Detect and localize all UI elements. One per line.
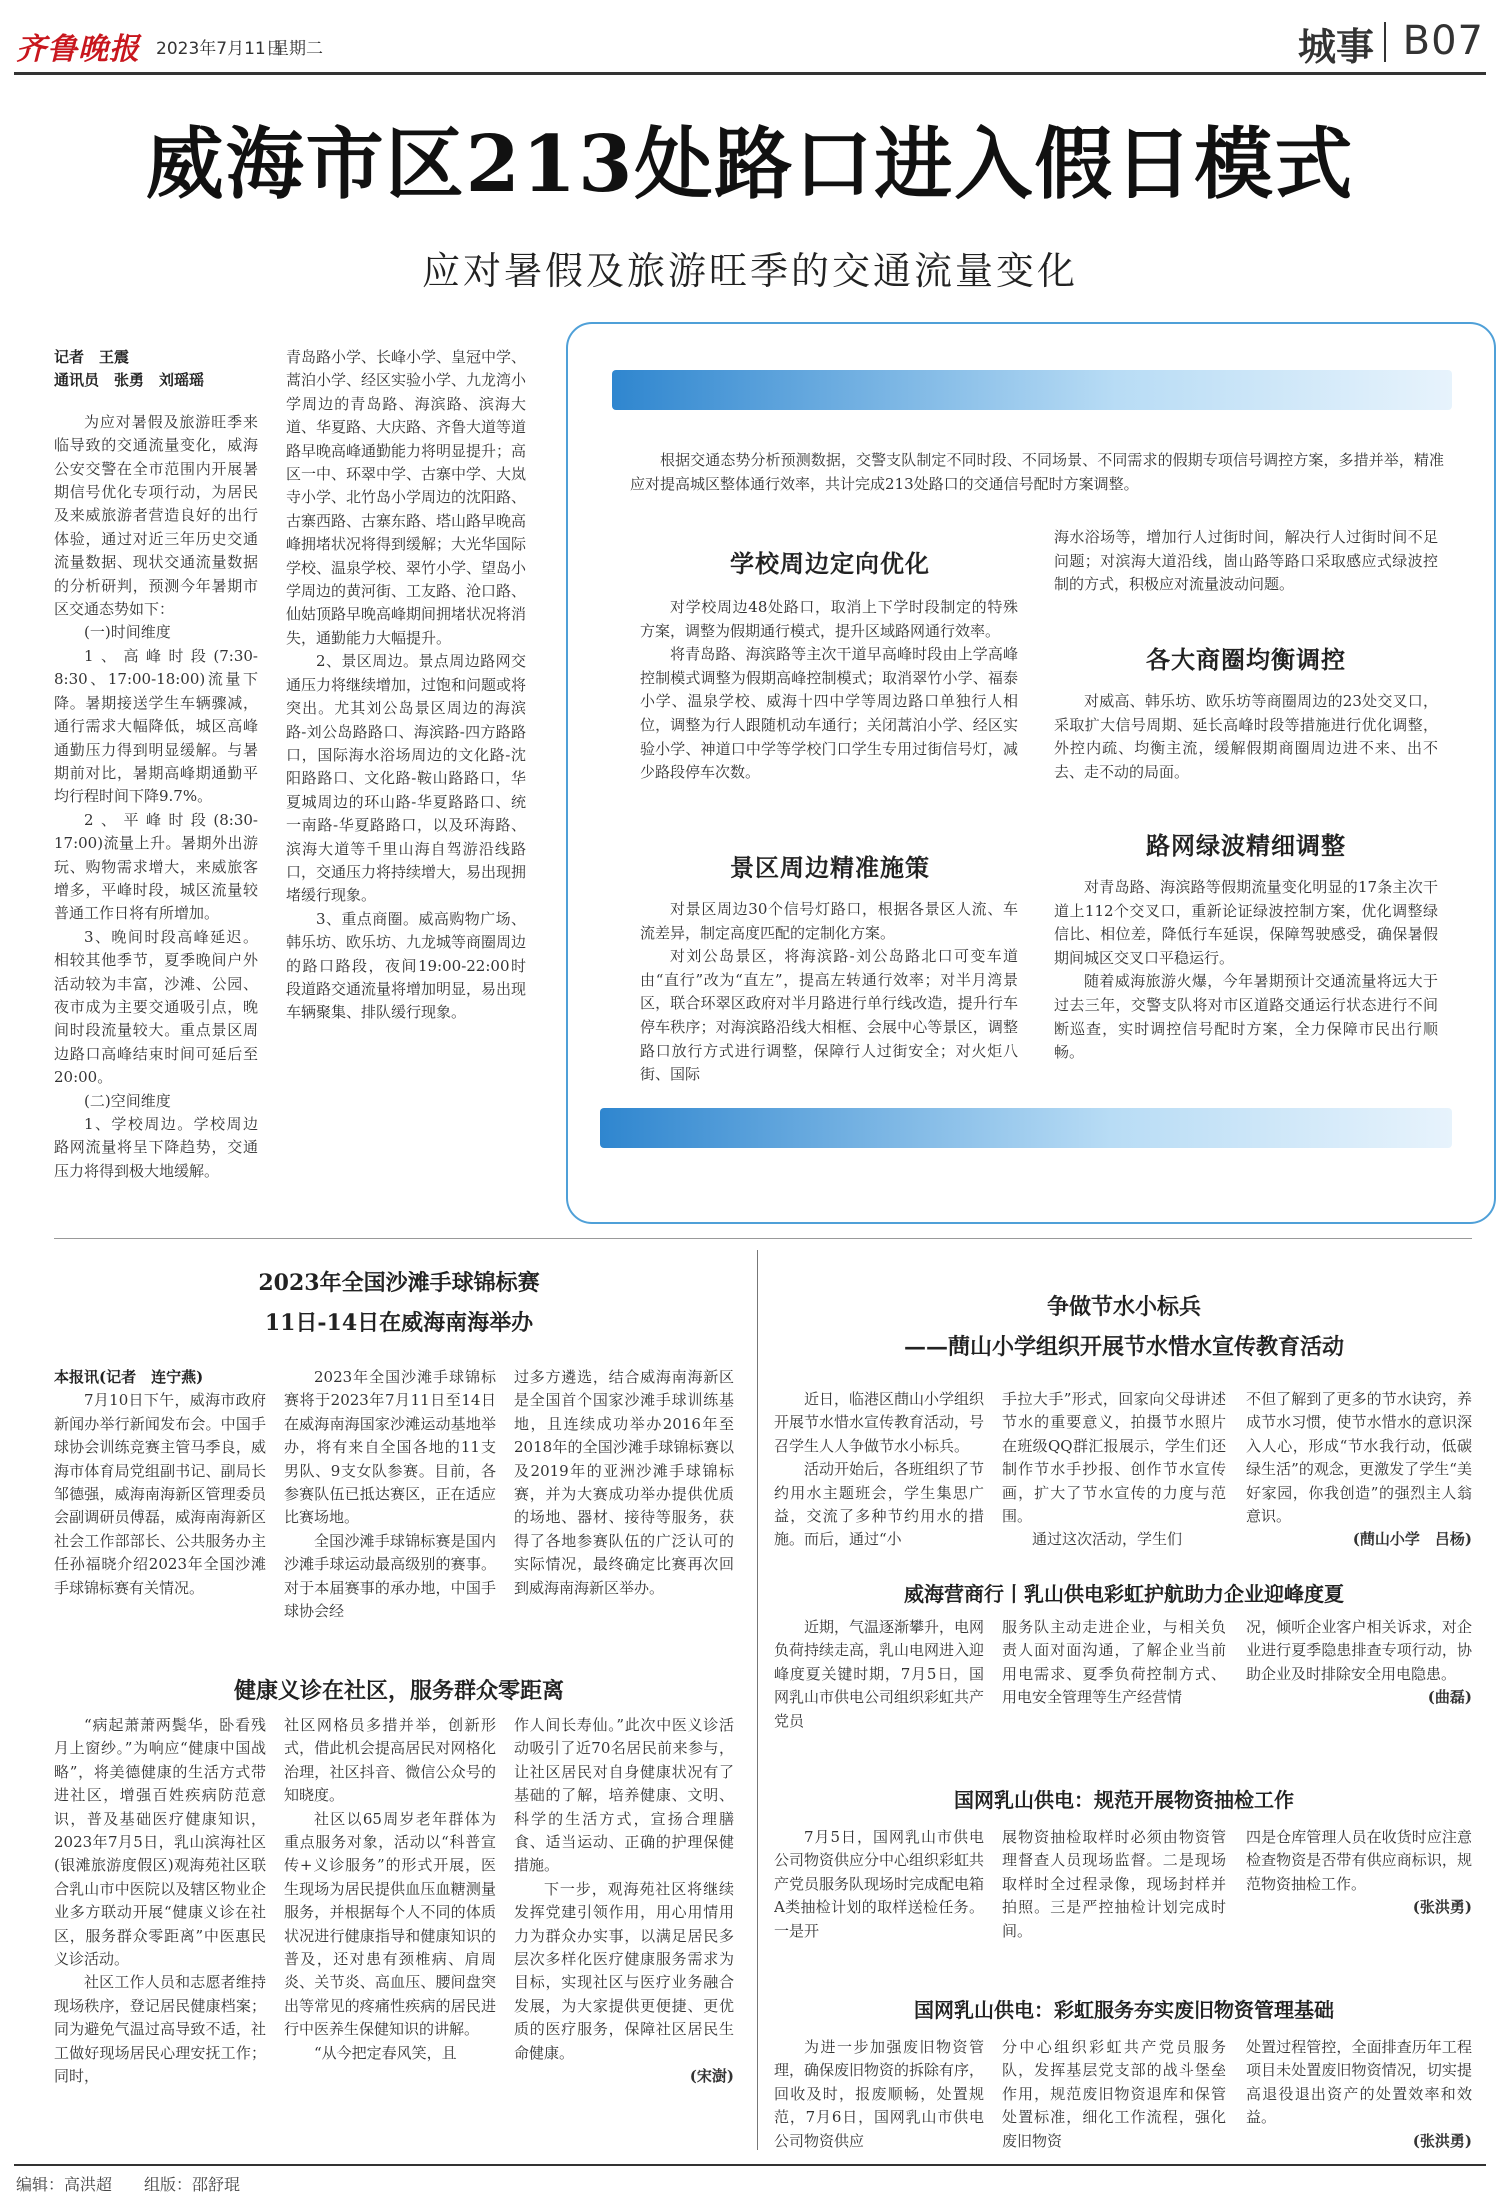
beach-paragraph: 过多方遴选，结合威海南海新区是全国首个国家沙滩手球训练基地，且连续成功举办2016年至2018年的全国沙滩手球锦标赛以及2019年的亚洲沙滩手球锦标赛，并为大赛成功举办提供优质的场地、器材、接待等服务，获得了各地参赛队伍的广泛认可的实际情况，最终确定比赛再次回到威海南海新区举办。 xyxy=(514,1368,734,1597)
power3-column-1 xyxy=(774,2036,984,2158)
power-article-1-title: 威海营商行丨乳山供电彩虹护航助力企业迎峰度夏 xyxy=(904,1582,1344,1606)
beach-handball-title-2: 11日-14日在威海南海举办 xyxy=(264,1310,534,1336)
issue-weekday: 星期二 xyxy=(272,39,323,59)
clinic-paragraph: 作人间长寿仙。”此次中医义诊活动吸引了近70名居民前来参与，让社区居民对自身健康状况有了基础的了解，培养健康、文明、科学的生活方式，宣扬合理膳食、适当运动、正确的护理保健措施。 xyxy=(514,1716,734,1875)
clinic-paragraph: “从今把定春风笑，且 xyxy=(314,2043,457,2062)
water-column-1 xyxy=(774,1388,984,1574)
power-paragraph: 况，倾听企业客户相关诉求，对企业进行夏季隐患排查专项行动，协助企业及时排除安全用电隐患。 xyxy=(1246,1618,1472,1683)
school-zone-text xyxy=(640,596,1018,836)
lead-paragraph: (一)时间维度 xyxy=(84,623,171,642)
section-name: 城事 xyxy=(1297,24,1374,69)
beach-column-3 xyxy=(514,1366,734,1662)
clinic-column-2 xyxy=(284,1714,496,2160)
clinic-paragraph: 下一步，观海苑社区将继续发挥党建引领作用，用心用情用力为群众办实事，以满足居民多层次多样化医疗健康服务需求为目标，实现社区与医疗业务融合发展，为大家提供更便捷、更优质的医疗服务，保障社区居民生命健康。 xyxy=(514,1879,734,2062)
power3-author: (张洪勇) xyxy=(1412,2131,1472,2150)
clinic-author: (宋澍) xyxy=(689,2067,734,2086)
box-paragraph: 对刘公岛景区，将海滨路-刘公岛路北口可变车道由“直行”改为“直左”，提高左转通行效率；对半月湾景区，联合环翠区政府对半月路进行单行线改造，提升行车停车秩序；对海滨路沿线大相框、会展中心等景区，调整路口放行方式进行调整，保障行人过街安全；对火炬八街、国际 xyxy=(640,947,1018,1084)
power2-column-3 xyxy=(1246,1826,1472,1970)
newspaper-logo: 齐鲁晚报 xyxy=(16,32,140,67)
power-paragraph: 为进一步加强废旧物资管理，确保废旧物资的拆除有序，回收及时，报废顺畅，处置规范，7月6日，国网乳山市供电公司物资供应 xyxy=(774,2038,984,2150)
page-footer xyxy=(14,2164,1486,2196)
lead-paragraph: 2、平峰时段(8:30-17:00)流量上升。暑期外出游玩、购物需求增大，来威旅客增多，平峰时段，城区流量较普通工作日将有所增加。 xyxy=(54,810,258,923)
power1-author: (曲磊) xyxy=(1427,1688,1472,1707)
box-paragraph: 海水浴场等，增加行人过街时间，解决行人过街时间不足问题；对滨海大道沿线，崮山路等路口采取感应式绿波控制的方式，积极应对流量波动问题。 xyxy=(1054,528,1438,594)
water-paragraph: 不但了解到了更多的节水诀窍，养成节水习惯，使节水惜水的意识深入人心，形成“节水我行动，低碳绿生活”的观念，更激发了学生“美好家园，你我创造”的强烈主人翁意识。 xyxy=(1246,1390,1472,1526)
lead-column-1 xyxy=(54,346,258,1216)
green-wave-text xyxy=(1054,876,1438,1098)
business-district-text xyxy=(1054,690,1438,808)
beach-column-2 xyxy=(284,1366,496,1662)
power-paragraph: 处置过程管控，全面排查历年工程项目未处置废旧物资情况，切实提高退役退出资产的处置效率和效益。 xyxy=(1246,2038,1472,2127)
power-paragraph: 分中心组织彩虹共产党员服务队，发挥基层党支部的战斗堡垒作用，规范废旧物资退库和保管处置标准，细化工作流程，强化废旧物资 xyxy=(1002,2038,1226,2150)
lead-paragraph: 1、学校周边。学校周边路网流量将呈下降趋势，交通压力将得到极大地缓解。 xyxy=(54,1115,258,1180)
heading-scenic-zone: 景区周边精准施策 xyxy=(730,853,930,882)
clinic-paragraph: 社区以65周岁老年群体为重点服务对象，活动以“科普宣传+义诊服务”的形式开展，医生现场为居民提供血压血糖测量服务，并根据每个人不同的体质状况进行健康指导和健康知识的普及，还对患有颈椎病、肩周炎、关节炎、高血压、腰间盘突出等常见的疼痛性疾病的居民进行中医养生保健知识的讲解。 xyxy=(284,1809,496,2039)
water-author: (蔄山小学 吕杨) xyxy=(1352,1530,1472,1549)
water-title: 争做节水小标兵 xyxy=(1046,1294,1201,1320)
clinic-column-3 xyxy=(514,1714,734,2160)
main-subheadline: 应对暑假及旅游旺季的交通流量变化 xyxy=(421,249,1078,293)
power-article-3-title: 国网乳山供电：彩虹服务夯实废旧物资管理基础 xyxy=(914,1998,1334,2022)
scenic-zone-continued xyxy=(1054,526,1438,620)
water-paragraph: 通过这次活动，学生们 xyxy=(1032,1530,1183,1549)
heading-business-district: 各大商圈均衡调控 xyxy=(1146,645,1346,674)
lead-paragraph: 1、高峰时段(7:30-8:30、17:00-18:00)流量下降。暑期接送学生车辆骤减，通行需求大幅降低，城区高峰通勤压力得到明显缓解。与暑期前对比，暑期高峰期通勤平均行程时间下降9.7%。 xyxy=(54,646,258,806)
power-paragraph: 近期，气温逐渐攀升，电网负荷持续走高，乳山电网进入迎峰度夏关键时期，7月5日，国网乳山市供电公司组织彩虹共产党员 xyxy=(774,1618,984,1730)
reporter-byline: 记者 王震 xyxy=(54,348,130,366)
water-subtitle: ——蔄山小学组织开展节水惜水宣传教育活动 xyxy=(903,1334,1344,1360)
power-article-2-title: 国网乳山供电：规范开展物资抽检工作 xyxy=(954,1788,1294,1812)
editor-credit: 编辑：高洪超 xyxy=(16,2175,113,2194)
clinic-paragraph: 社区工作人员和志愿者维持现场秩序，登记居民健康档案；同为避免气温过高导致不适，社工做好现场居民心理安抚工作；同时， xyxy=(54,1973,266,2086)
water-column-2 xyxy=(1002,1388,1226,1574)
box-paragraph: 对青岛路、海滨路等假期流量变化明显的17条主次干道上112个交叉口，重新论证绿波控制方案，优化调整绿信比、相位差，降低行车延误，保障驾驶感受，确保暑假期间城区交叉口平稳运行。 xyxy=(1054,878,1438,967)
power-paragraph: 展物资抽检取样时必须由物资管理督查人员现场监督。二是现场取样时全过程录像，现场封样并拍照。三是严控抽检计划完成时间。 xyxy=(1002,1828,1226,1940)
water-paragraph: 近日，临港区蔄山小学组织开展节水惜水宣传教育活动，号召学生人人争做节水小标兵。 xyxy=(774,1390,984,1455)
box-top-bar xyxy=(612,370,1452,410)
layout-credit: 组版：邵舒琨 xyxy=(144,2175,241,2194)
scenic-zone-text xyxy=(640,898,1018,1096)
issue-date: 2023年7月11日 xyxy=(156,39,283,59)
beach-paragraph: 7月10日下午，威海市政府新闻办举行新闻发布会。中国手球协会训练竞赛主管马季良，威海市体育局党组副书记、副局长邹德强，威海南海新区管理委员会副调研员傅磊，威海南海新区社会工作部部长、公共服务办主任孙福晓介绍2023年全国沙滩手球锦标赛有关情况。 xyxy=(54,1391,266,1597)
power-paragraph: 7月5日，国网乳山市供电公司物资供应分中心组织彩虹共产党员服务队现场时完成配电箱A类抽检计划的取样送检任务。一是开 xyxy=(774,1828,984,1940)
power3-column-2 xyxy=(1002,2036,1226,2158)
box-bottom-bar xyxy=(600,1108,1452,1148)
lead-column-2 xyxy=(286,346,526,1216)
power2-column-1 xyxy=(774,1826,984,1970)
beach-paragraph: 全国沙滩手球锦标赛是国内沙滩手球运动最高级别的赛事。对于本届赛事的承办地，中国手球协会经 xyxy=(284,1531,496,1621)
page-number: B07 xyxy=(1402,18,1484,64)
beach-handball-title: 2023年全国沙滩手球锦标赛 xyxy=(258,1270,540,1296)
lead-paragraph: 3、重点商圈。威高购物广场、韩乐坊、欧乐坊、九龙城等商圈周边的路口路段，夜间19:00-22:00时段道路交通流量将增加明显，易出现车辆聚集、排队缓行现象。 xyxy=(286,909,526,1022)
column-divider xyxy=(757,1250,758,2150)
box-paragraph: 随着威海旅游火爆，今年暑期预计交通流量将远大于过去三年，交警支队将对市区道路交通运行状态进行不间断巡查，实时调控信号配时方案，全力保障市民出行顺畅。 xyxy=(1054,972,1438,1062)
box-intro: 根据交通态势分析预测数据，交警支队制定不同时段、不同场景、不同需求的假期专项信号调控方案，多措并举，精准应对提高城区整体通行效率，共计完成213处路口的交通信号配时方案调整。 xyxy=(630,451,1444,493)
section-divider xyxy=(54,1238,1472,1239)
clinic-paragraph: 社区网格员多措并举，创新形式，借此机会提高居民对网格化治理，社区抖音、微信公众号的知晓度。 xyxy=(284,1716,496,1805)
beach-paragraph: 2023年全国沙滩手球锦标赛将于2023年7月11日至14日在威海南海国家沙滩运动基地举办，将有来自全国各地的11支男队、9支女队参赛。目前，各参赛队伍已抵达赛区，正在适应比赛场地。 xyxy=(284,1368,496,1527)
lead-paragraph: 2、景区周边。景点周边路网交通压力将继续增加，过饱和问题或将突出。尤其刘公岛景区周边的海滨路-刘公岛路路口、海滨路-四方路路口，国际海水浴场周边的文化路-沈阳路路口、文化路-鞍山路路口，华夏城周边的环山路-华夏路路口、统一南路-华夏路路口，以及环海路、滨海大道等千里山海自驾游沿线路口，交通压力将持续增大，易出现拥堵缓行现象。 xyxy=(286,652,526,905)
beach-column-1 xyxy=(54,1366,266,1662)
power1-column-2 xyxy=(1002,1616,1226,1760)
box-paragraph: 将青岛路、海滨路等主次干道早高峰时段由上学高峰控制模式调整为假期高峰控制模式；取消翠竹小学、福泰小学、温泉学校、威海十四中学等周边路口单独行人相位，调整为行人跟随机动车通行；关闭蒿泊小学、经区实验小学、神道口中学等学校门口学生专用过街信号灯，减少路段停车次数。 xyxy=(640,645,1018,782)
clinic-paragraph: “病起萧萧两鬓华，卧看残月上窗纱。”为响应“健康中国战略”，将美德健康的生活方式带进社区，增强百姓疾病防范意识，普及基础医疗健康知识，2023年7月5日，乳山滨海社区(银滩旅游度假区)观海苑社区联合乳山市中医院以及辖区物业企业多方联动开展“健康义诊在社区，服务群众零距离”中医惠民义诊活动。 xyxy=(54,1716,266,1969)
water-paragraph: 手拉大手”形式，回家向父母讲述节水的重要意义，拍摄节水照片在班级QQ群汇报展示，学生们还制作节水手抄报、创作节水宣传画，扩大了节水宣传的力度与范围。 xyxy=(1002,1390,1226,1526)
water-paragraph: 活动开始后，各班组织了节约用水主题班会，学生集思广益，交流了多种节约用水的措施。而后，通过“小 xyxy=(774,1460,984,1549)
main-headline: 威海市区213处路口进入假日模式 xyxy=(145,119,1355,210)
water-column-3 xyxy=(1246,1388,1472,1574)
box-paragraph: 对威高、韩乐坊、欧乐坊等商圈周边的23处交叉口，采取扩大信号周期、延长高峰时段等措施进行优化调整，外控内疏、均衡主流，缓解假期商圈周边进不来、出不去、走不动的局面。 xyxy=(1054,692,1438,781)
power2-author: (张洪勇) xyxy=(1412,1898,1472,1917)
power3-column-3 xyxy=(1246,2036,1472,2158)
power2-column-2 xyxy=(1002,1826,1226,1970)
correspondent-byline: 通讯员 张勇 刘瑶瑶 xyxy=(54,371,205,390)
box-paragraph: 对景区周边30个信号灯路口，根据各景区人流、车流差异，制定高度匹配的定制化方案。 xyxy=(640,900,1018,942)
power-paragraph: 服务队主动走进企业，与相关负责人面对面沟通，了解企业当前用电需求、夏季负荷控制方式、用电安全管理等生产经营情 xyxy=(1002,1618,1226,1707)
clinic-column-1 xyxy=(54,1714,266,2160)
heading-school-zone: 学校周边定向优化 xyxy=(730,549,930,578)
clinic-title: 健康义诊在社区，服务群众零距离 xyxy=(233,1678,564,1704)
lead-paragraph: 3、晚间时段高峰延迟。相较其他季节，夏季晚间户外活动较为丰富，沙滩、公园、夜市成为主要交通吸引点，晚间时段流量较大。重点景区周边路口高峰结束时间可延后至20:00。 xyxy=(54,927,258,1087)
lead-paragraph: 青岛路小学、长峰小学、皇冠中学、蒿泊小学、经区实验小学、九龙湾小学周边的青岛路、海滨路、滨海大道、华夏路、大庆路、齐鲁大道等道路早晚高峰通勤能力将明显提升；高区一中、环翠中学、古寨中学、大岚寺小学、北竹岛小学周边的沈阳路、古寨西路、古寨东路、塔山路早晚高峰拥堵状况将得到缓解；大光华国际学校、温泉学校、翠竹小学、望岛小学周边的黄河街、工友路、沧口路、仙姑顶路早晚高峰期间拥堵状况将消失，通勤能力大幅提升。 xyxy=(286,348,526,647)
masthead xyxy=(14,10,1486,75)
lead-paragraph: 为应对暑假及旅游旺季来临导致的交通流量变化，威海公安交警在全市范围内开展暑期信号优化专项行动，为居民及来威旅游者营造良好的出行体验，通过对近三年历史交通流量数据、现状交通流量数据的分析研判，预测今年暑期市区交通态势如下： xyxy=(54,412,258,619)
box-paragraph: 对学校周边48处路口，取消上下学时段制定的特殊方案，调整为假期通行模式，提升区域路网通行效率。 xyxy=(640,598,1018,640)
power-paragraph: 四是仓库管理人员在收货时应注意检查物资是否带有供应商标识，规范物资抽检工作。 xyxy=(1246,1828,1472,1893)
heading-green-wave: 路网绿波精细调整 xyxy=(1146,831,1346,860)
masthead-divider xyxy=(1384,22,1386,62)
power1-column-1 xyxy=(774,1616,984,1760)
power1-column-3 xyxy=(1246,1616,1472,1760)
beach-byline: 本报讯(记者 连宁燕) xyxy=(54,1368,204,1386)
lead-paragraph: (二)空间维度 xyxy=(84,1091,171,1110)
